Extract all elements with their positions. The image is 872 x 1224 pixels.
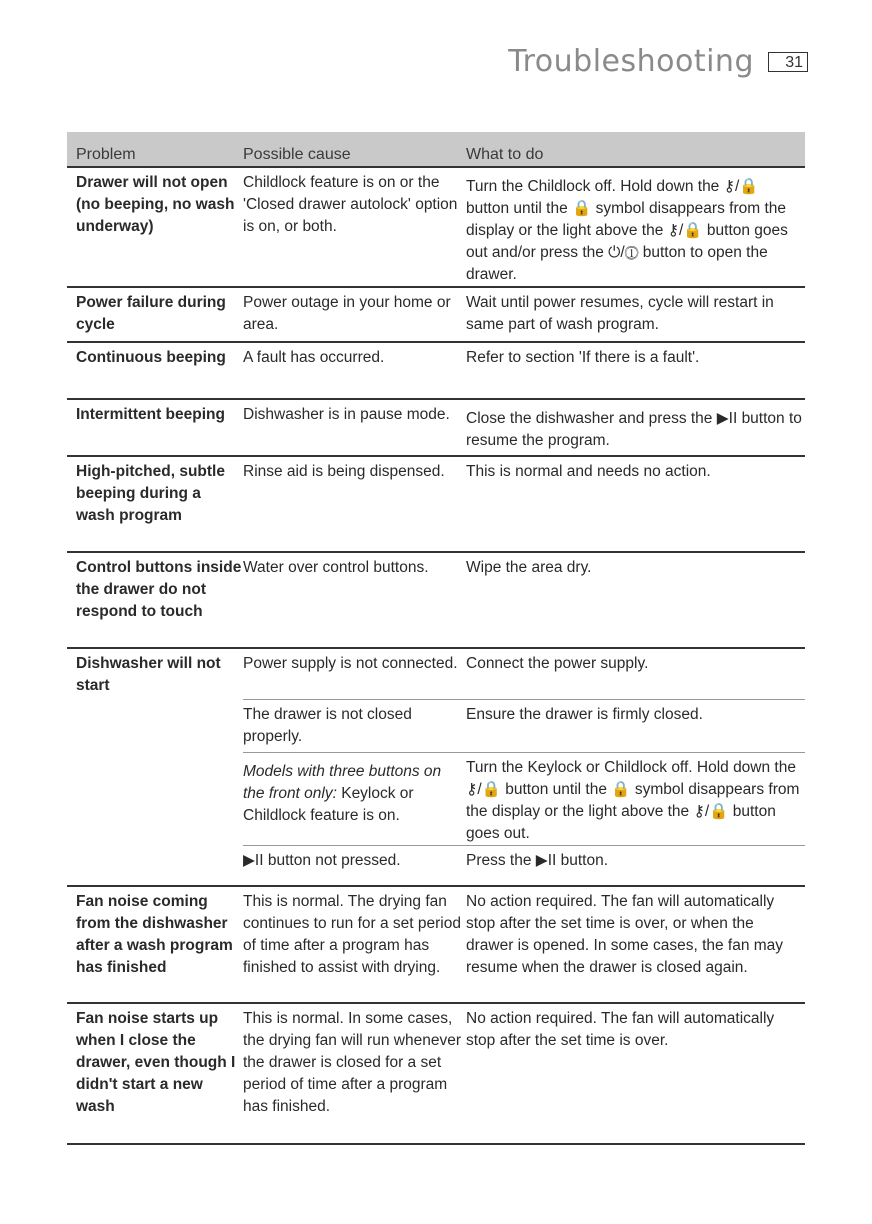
action-cell: Turn the Childlock off. Hold down the ⚷/🔒 button until the 🔒 symbol disappears from the display or the light above the ⚷/🔒 button goes out and/or press the ⏻/⓵ button to open the drawer. — [466, 178, 788, 283]
action-cell: Turn the Keylock or Childlock off. Hold down the ⚷/🔒 button until the 🔒 symbol disappears from the display or the light above the ⚷/🔒 button goes out. — [466, 759, 800, 843]
table-row — [67, 887, 805, 1004]
action-cell: No action required. The fan will automatically stop after the set time is over, or when the drawer is opened. In some cases, the fan may resume when the drawer is closed again. — [466, 893, 784, 976]
problem-cell: Control buttons inside the drawer do not respond to touch — [76, 559, 242, 620]
cause-cell: Water over control buttons. — [243, 559, 429, 576]
table-row — [67, 1004, 805, 1145]
table-row — [67, 649, 805, 887]
action-cell: Ensure the drawer is firmly closed. — [466, 706, 703, 724]
table-header — [67, 132, 805, 168]
cause-cell: This is normal. In some cases, the drying fan will run whenever the drawer is closed for a set period of time after a program has finished. — [243, 1010, 461, 1115]
problem-cell: Fan noise coming from the dishwasher after a wash program has finished — [76, 893, 233, 976]
cause-cell: Childlock feature is on or the 'Closed drawer autolock' option is on, or both. — [243, 174, 458, 235]
problem-cell: Continuous beeping — [76, 349, 226, 366]
table-row — [67, 168, 805, 288]
problem-cell: Drawer will not open (no beeping, no wash underway) — [76, 174, 235, 235]
action-cell: Press the ▶II button. — [466, 852, 609, 870]
table-row — [67, 288, 805, 343]
page-title: Troubleshooting — [508, 44, 754, 79]
action-cell: Wait until power resumes, cycle will restart in same part of wash program. — [466, 294, 774, 333]
cause-text: Keylock or Childlock feature is on. — [243, 785, 414, 825]
troubleshooting-table — [67, 132, 805, 1145]
cause-cell: Power supply is not connected. — [243, 655, 458, 672]
problem-cell: Fan noise starts up when I close the drawer, even though I didn't start a new wash — [76, 1010, 236, 1115]
action-cell: Refer to section 'If there is a fault'. — [466, 349, 700, 366]
table-row — [67, 457, 805, 553]
problem-cell: Dishwasher will not start — [76, 655, 221, 694]
column-header-action: What to do — [466, 146, 544, 163]
cause-italic: Models with three buttons on the front only: — [243, 763, 442, 803]
cause-cell: Power outage in your home or area. — [243, 294, 451, 333]
sub-rows — [243, 649, 805, 885]
table-row — [67, 553, 805, 649]
sub-row — [243, 649, 805, 700]
table-row — [67, 343, 805, 400]
action-cell: Close the dishwasher and press the ▶II button to resume the program. — [466, 410, 802, 449]
cause-cell — [243, 753, 466, 845]
action-cell: Connect the power supply. — [466, 655, 649, 672]
problem-cell: Power failure during cycle — [76, 294, 226, 333]
column-header-cause: Possible cause — [243, 146, 351, 163]
page-header — [508, 44, 808, 79]
cause-cell: Rinse aid is being dispensed. — [243, 463, 445, 480]
table-row — [67, 400, 805, 457]
sub-row — [243, 753, 805, 846]
problem-cell: High-pitched, subtle beeping during a wash program — [76, 463, 225, 524]
cause-cell: This is normal. The drying fan continues to run for a set period of time after a program has finished to assist with drying. — [243, 893, 461, 976]
action-cell: No action required. The fan will automatically stop after the set time is over. — [466, 1010, 775, 1049]
sub-row — [243, 700, 805, 753]
cause-cell: The drawer is not closed properly. — [243, 706, 412, 746]
action-cell: This is normal and needs no action. — [466, 463, 711, 480]
cause-cell: ▶II button not pressed. — [243, 852, 401, 870]
sub-row — [243, 846, 805, 885]
problem-cell: Intermittent beeping — [76, 406, 225, 423]
cause-cell: A fault has occurred. — [243, 349, 385, 366]
page-number: 31 — [768, 52, 808, 72]
action-cell: Wipe the area dry. — [466, 559, 592, 576]
cause-cell: Dishwasher is in pause mode. — [243, 406, 450, 423]
column-header-problem: Problem — [76, 146, 136, 163]
